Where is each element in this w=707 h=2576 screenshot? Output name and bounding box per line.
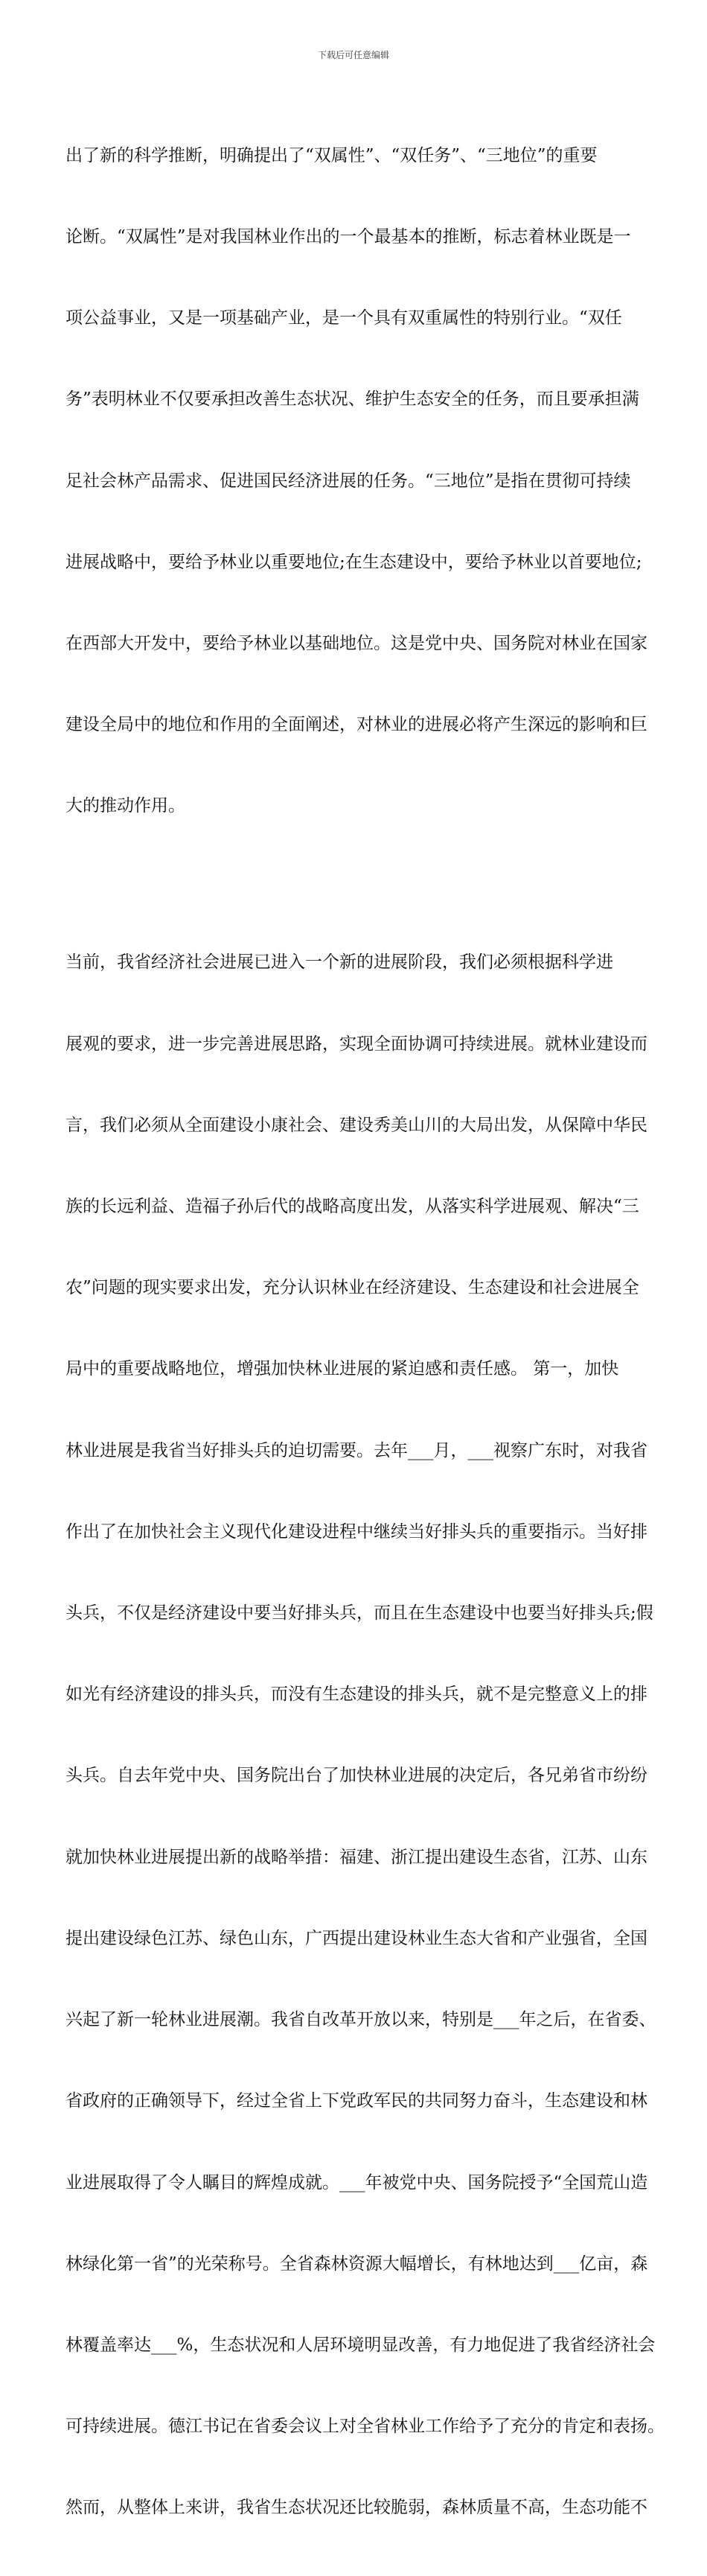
text-line: 兴起了新一轮林业进展潮。我省自改革开放以来，特别是___年之后，在省委、 [65,2010,656,2030]
text-line: 提出建设绿色江苏、绿色山东，广西提出建设林业生态大省和产业强省，全国 [65,1928,647,1948]
text-line: 足社会林产品需求、促进国民经济进展的任务。“三地位”是指在贯彻可持续 [65,471,631,491]
text-line: 省政府的正确领导下，经过全省上下党政军民的共同努力奋斗，生态建设和林 [65,2091,647,2111]
text-line: 林绿化第一省”的光荣称号。全省森林资源大幅增长，有林地达到___亿亩，森 [65,2254,648,2274]
text-line: 务”表明林业不仅要承担改善生态状况、维护生态安全的任务，而且要承担满 [65,389,639,410]
text-line: 展观的要求，进一步完善进展思路，实现全面协调可持续进展。就林业建设而 [65,1034,647,1054]
text-line: 局中的重要战略地位，增强加快林业进展的紧迫感和责任感。 第一，加快 [65,1359,619,1379]
text-line: 进展战略中，要给予林业以重要地位;在生态建设中，要给予林业以首要地位; [65,552,642,572]
text-line: 可持续进展。德江书记在省委会议上对全省林业工作给予了充分的肯定和表扬。 [65,2417,665,2437]
text-line: 作出了在加快社会主义现代化建设进程中继续当好排头兵的重要指示。当好排 [65,1521,647,1542]
paragraph-2 [65,895,665,2576]
text-line: 农”问题的现实要求出发，充分认识林业在经济建设、生态建设和社会进展全 [65,1278,639,1298]
text-line: 林覆盖率达___%，生态状况和人居环境明显改善，有力地促进了我省经济社会 [65,2335,656,2355]
paragraph-1 [65,88,646,874]
text-line: 当前，我省经济社会进展已进入一个新的进展阶段，我们必须根据科学进 [65,953,613,973]
text-line: 然而，从整体上来讲，我省生态状况还比较脆弱，森林质量不高，生态功能不 [65,2498,647,2518]
text-line: 论断。“双属性”是对我国林业作出的一个最基本的推断，标志着林业既是一 [65,227,631,247]
document-body [65,88,665,2576]
text-line: 言，我们必须从全面建设小康社会、建设秀美山川的大局出发，从保障中华民 [65,1115,647,1135]
text-line: 族的长远利益、造福子孙后代的战略高度出发，从落实科学进展观、解决“三 [65,1197,639,1217]
text-line: 大的推动作用。 [65,796,185,816]
text-line: 建设全局中的地位和作用的全面阐述，对林业的进展必将产生深远的影响和巨 [65,715,647,735]
text-line: 如光有经济建设的排头兵，而没有生态建设的排头兵，就不是完整意义上的排 [65,1685,647,1705]
text-line: 林业进展是我省当好排头兵的迫切需要。去年___月，___视察广东时，对我省 [65,1440,647,1460]
text-line: 出了新的科学推断，明确提出了“双属性”、“双任务”、“三地位”的重要 [65,145,598,165]
text-line: 头兵，不仅是经济建设中要当好排头兵，而且在生态建设中也要当好排头兵;假 [65,1603,653,1623]
text-line: 在西部大开发中，要给予林业以基础地位。这是党中央、国务院对林业在国家 [65,634,647,654]
page-header: 下载后可任意编辑 [317,50,389,60]
text-line: 头兵。自去年党中央、国务院出台了加快林业进展的决定后，各兄弟省市纷纷 [65,1766,647,1786]
text-line: 项公益事业，又是一项基础产业，是一个具有双重属性的特别行业。“双任 [65,308,622,328]
text-line: 业进展取得了令人瞩目的辉煌成就。___年被党中央、国务院授予“全国荒山造 [65,2172,648,2192]
text-line: 就加快林业进展提出新的战略举措：福建、浙江提出建设生态省，江苏、山东 [65,1847,647,1867]
